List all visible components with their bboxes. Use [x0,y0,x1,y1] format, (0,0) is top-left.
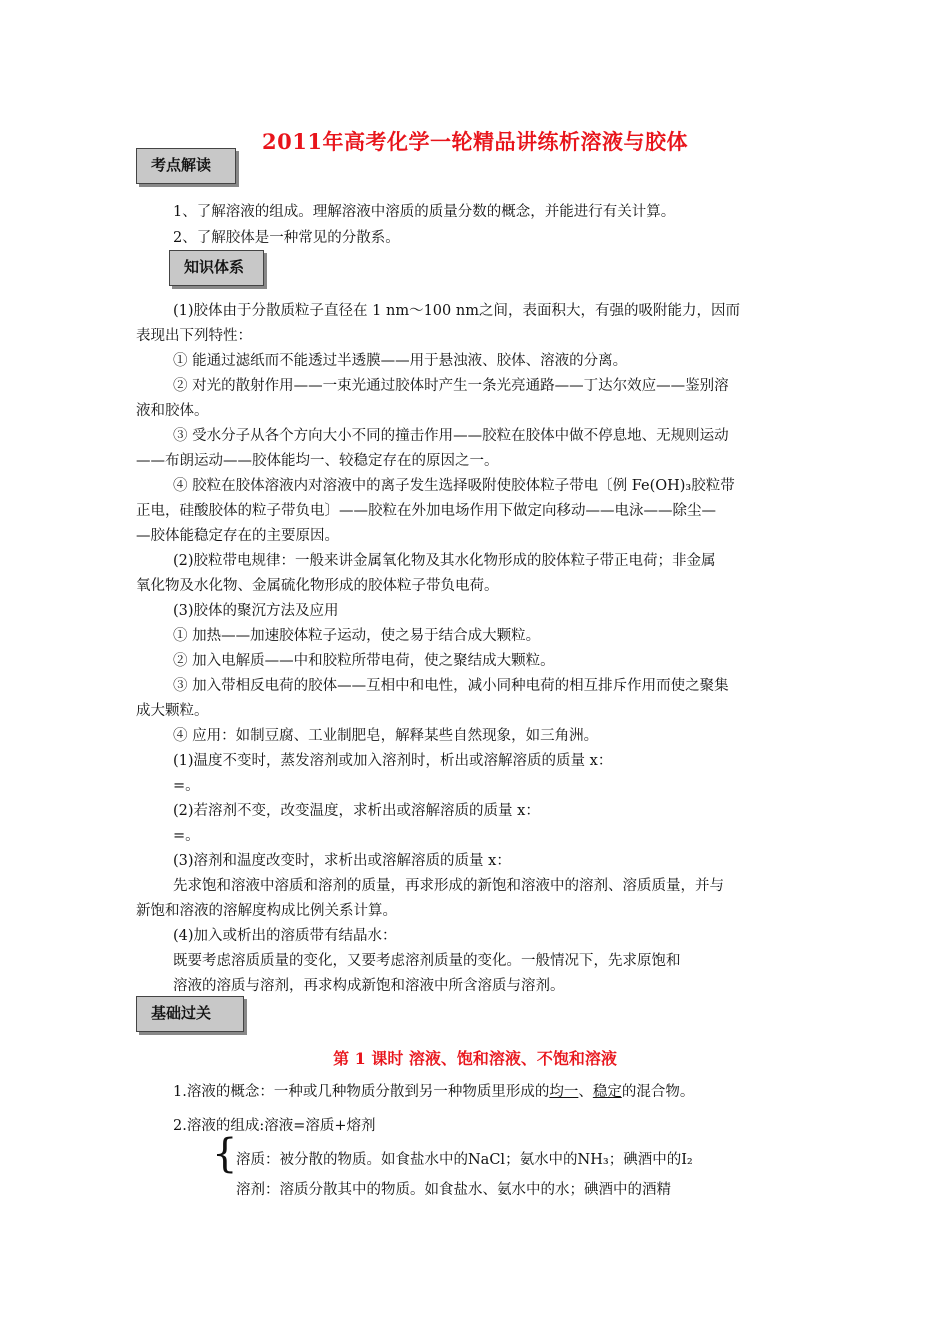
curly-brace-icon: { [212,1131,238,1177]
knowledge-line: (3)溶剂和温度改变时，求析出或溶解溶质的质量 x： [173,853,511,869]
underlined-term-stable: 稳定 [592,1084,622,1100]
knowledge-line: (1)温度不变时，蒸发溶剂或加入溶剂时，析出或溶解溶质的质量 x： [173,753,613,769]
knowledge-line: ③ 加入带相反电荷的胶体——互相中和电性，减小同种电荷的相互排斥作用而使之聚集 [173,678,729,694]
solution-composition-line: 2.溶液的组成:溶液=溶质+熔剂 [173,1118,376,1134]
knowledge-line: 既要考虑溶质质量的变化，又要考虑溶剂质量的变化。一般情况下，先求原饱和 [173,953,681,969]
knowledge-line: (4)加入或析出的溶质带有结晶水： [173,928,397,944]
knowledge-line: 溶液的溶质与溶剂，再求构成新饱和溶液中所含溶质与溶剂。 [173,978,565,994]
knowledge-line: ④ 胶粒在胶体溶液内对溶液中的离子发生选择吸附使胶体粒子带电〔例 Fe(OH)₃胶粒带 [173,478,735,494]
knowledge-line: 液和胶体。 [136,403,209,419]
knowledge-line: (3)胶体的聚沉方法及应用 [173,603,339,619]
knowledge-line: ② 加入电解质——中和胶粒所带电荷，使之聚结成大颗粒。 [173,653,555,669]
section-header-basics: 基础过关 [136,996,244,1032]
knowledge-line: ——布朗运动——胶体能均一、较稳定存在的原因之一。 [136,453,499,469]
knowledge-line: (2)若溶剂不变，改变温度，求析出或溶解溶质的质量 x： [173,803,540,819]
knowledge-line: ① 加热——加速胶体粒子运动，使之易于结合成大颗粒。 [173,628,541,644]
concept-suffix: 的混合物。 [621,1084,695,1100]
underlined-term-uniform: 均一 [549,1084,579,1100]
knowledge-line: ① 能通过滤纸而不能透过半透膜——用于悬浊液、胶体、溶液的分离。 [173,353,628,369]
solute-line: 溶质：被分散的物质。如食盐水中的NaCl；氨水中的NH₃；碘酒中的I₂ [236,1152,693,1168]
lesson-title: 第 1 课时 溶液、饱和溶液、不饱和溶液 [333,1049,617,1068]
knowledge-line: 新饱和溶液的溶解度构成比例关系计算。 [136,903,397,919]
knowledge-line: ② 对光的散射作用——一束光通过胶体时产生一条光亮通路——丁达尔效应——鉴别溶 [173,378,729,394]
section-header-exam-points: 考点解读 [136,148,236,184]
knowledge-line: 正电，硅酸胶体的粒子带负电〕——胶粒在外加电场作用下做定向移动——电泳——除尘— [136,503,716,519]
document-title: 2011年高考化学一轮精品讲练析溶液与胶体 [262,129,688,154]
solution-concept-line [173,1082,694,1102]
knowledge-line: 表现出下列特性： [136,328,252,344]
concept-prefix: 1.溶液的概念：一种或几种物质分散到另一种物质里形成的 [173,1084,550,1100]
knowledge-line: =。 [173,778,200,794]
objective-line: 2、了解胶体是一种常见的分散系。 [173,230,400,246]
concept-separator: 、 [578,1084,593,1100]
knowledge-line: (1)胶体由于分散质粒子直径在 1 nm～100 nm之间，表面积大，有强的吸附能力，因而 [173,303,740,319]
knowledge-line: 氧化物及水化物、金属硫化物形成的胶体粒子带负电荷。 [136,578,499,594]
knowledge-line: 先求饱和溶液中溶质和溶剂的质量，再求形成的新饱和溶液中的溶剂、溶质质量，并与 [173,878,724,894]
solvent-line: 溶剂：溶质分散其中的物质。如食盐水、氨水中的水；碘酒中的酒精 [236,1182,671,1198]
objective-line: 1、了解溶液的组成。理解溶液中溶质的质量分数的概念，并能进行有关计算。 [173,204,676,220]
knowledge-line: —胶体能稳定存在的主要原因。 [136,528,339,544]
knowledge-line: 成大颗粒。 [136,703,209,719]
knowledge-line: ③ 受水分子从各个方向大小不同的撞击作用——胶粒在胶体中做不停息地、无规则运动 [173,428,729,444]
knowledge-line: (2)胶粒带电规律：一般来讲金属氧化物及其水化物形成的胶体粒子带正电荷；非金属 [173,553,716,569]
knowledge-line: ④ 应用：如制豆腐、工业制肥皂，解释某些自然现象，如三角洲。 [173,728,599,744]
knowledge-line: =。 [173,828,200,844]
section-header-knowledge-system: 知识体系 [169,250,264,286]
